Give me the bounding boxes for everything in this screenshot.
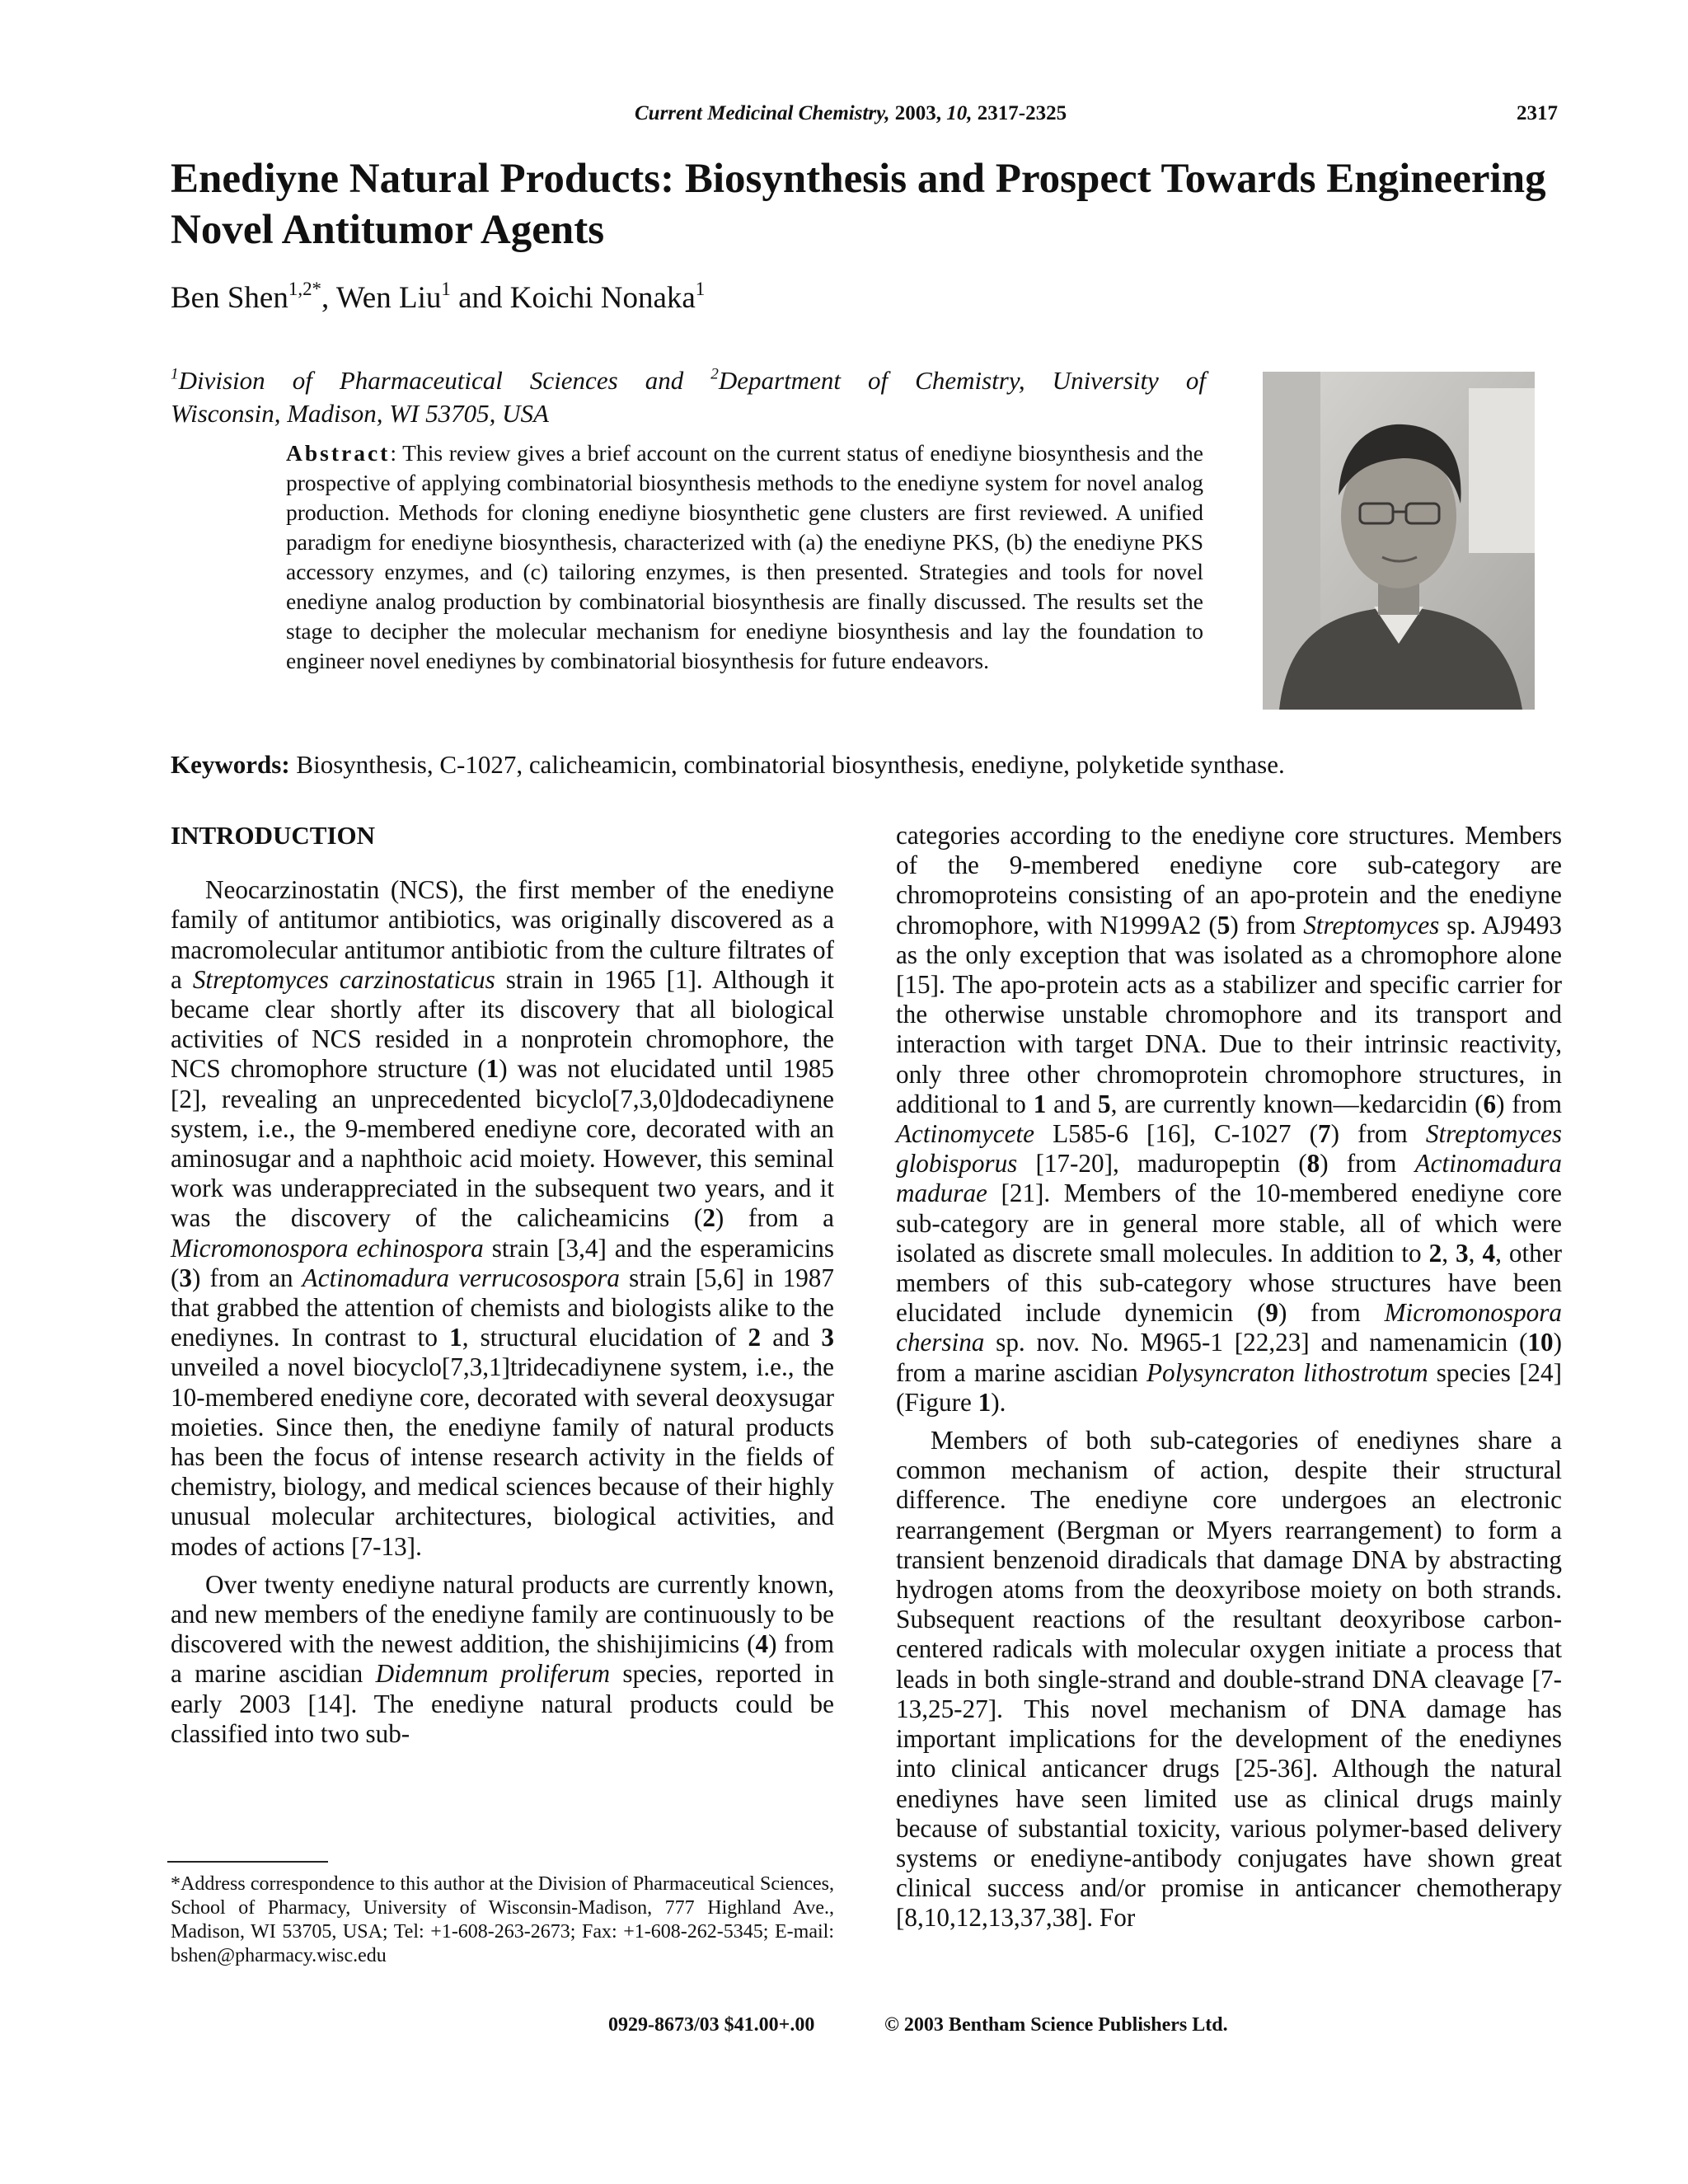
affiliation-line-2: Wisconsin, Madison, WI 53705, USA: [171, 399, 549, 428]
journal-name: Current Medicinal Chemistry,: [635, 102, 890, 124]
body-paragraph: Neocarzinostatin (NCS), the first member of the enediyne family of antitumor antibiotics, was originally discovered as a macromolecular antitumor antibiotic from the culture filtrates of a Streptomyces carzinostaticus strain in 1965 [1]. Although it became clear shortly after its discovery that all biological activities of NCS resided in a nonprotein chromophore, the NCS chromophore structure (1) was not elucidated until 1985 [2], revealing an unprecedented bicyclo[7,3,0]dodecadiynene system, i.e., the 9-membered enediyne core, decorated with an aminosugar and a naphthoic acid moiety. However, this seminal work was underappreciated in the subsequent two years, and it was the discovery of the calicheamicins (2) from a Micromonospora echinospora strain [3,4] and the esperamicins (3) from an Actinomadura verrucosospora strain [5,6] in 1987 that grabbed the attention of chemists and biologists alike to the enediynes. In contrast to 1, structural elucidation of 2 and 3 unveiled a novel biocyclo[7,3,1]tridecadiynene system, i.e., the 10-membered enediyne core, decorated with several deoxysugar moieties. Since then, the enediyne family of natural products has been the focus of intense research activity in the fields of chemistry, biology, and medical sciences because of their highly unusual molecular architectures, biological activities, and modes of actions [7-13].: [171, 875, 835, 1561]
issn-price: 0929-8673/03 $41.00+.00: [608, 2014, 815, 2036]
affiliation-mark: 1: [171, 365, 179, 383]
body-paragraph: categories according to the enediyne core structures. Members of the 9-membered enediyne core sub-category are chromoproteins consisting of an apo-protein and the enediyne chromophore, with N1999A2 (5) from Streptomyces sp. AJ9493 as the only exception that was isolated as a chromophore alone [15]. The apo-protein acts as a stabilizer and specific carrier for the otherwise unstable chromophore and its transport and interaction with target DNA. Due to their intrinsic reactivity, only three other chromoprotein chromophore structures, in additional to 1 and 5, are currently known—kedarcidin (6) from Actinomycete L585-6 [16], C-1027 (7) from Streptomyces globisporus [17-20], maduropeptin (8) from Actinomadura madurae [21]. Members of the 10-membered enediyne core sub-category are in general more stable, all of which were isolated as discrete small molecules. In addition to 2, 3, 4, other members of this sub-category whose structures have been elucidated include dynemicin (9) from Micromonospora chersina sp. nov. No. M965-1 [22,23] and namenamicin (10) from a marine ascidian Polysyncraton lithostrotum species [24] (Figure 1).: [896, 821, 1563, 1417]
author-photo: [1263, 372, 1535, 710]
keywords-text: Biosynthesis, C-1027, calicheamicin, combinatorial biosynthesis, enediyne, polyketide synthase.: [289, 750, 1285, 779]
affiliation-text: Division of Pharmaceutical Sciences and: [178, 366, 711, 395]
affiliation-mark: 2: [710, 365, 719, 383]
running-header: [635, 102, 1558, 125]
section-heading: INTRODUCTION: [171, 821, 376, 850]
article-title: Enediyne Natural Products: Biosynthesis and Prospect Towards Engineering Novel Antitumor Agents: [171, 156, 1546, 253]
author-separator: ,: [321, 281, 336, 315]
author-name: Wen Liu: [335, 281, 442, 315]
author-separator: and: [450, 281, 510, 315]
author-name: Koichi Nonaka: [509, 281, 696, 315]
abstract-text: : This review gives a brief account on the current status of enediyne biosynthesis and the prospective of applying combinatorial biosynthesis methods to the enediyne system for novel analog production. Methods for cloning enediyne biosynthetic gene clusters are first reviewed. A unified paradigm for enediyne biosynthesis, characterized with (a) the enediyne PKS, (b) the enediyne PKS accessory enzymes, and (c) tailoring enzymes, is then presented. Strategies and tools for novel enediyne analog production by combinatorial biosynthesis are finally discussed. The results set the stage to decipher the molecular mechanism for enediyne biosynthesis and lay the foundation to engineer novel enediynes by combinatorial biosynthesis for future endeavors.: [286, 440, 1203, 673]
journal-volume: 10,: [946, 102, 973, 124]
journal-pages: 2317-2325: [977, 102, 1067, 124]
page-number: 2317: [1517, 102, 1558, 124]
affiliation: [171, 364, 1206, 430]
body-column-right: [896, 821, 1562, 1933]
correspondence-footnote: *Address correspondence to this author at the Division of Pharmaceutical Sciences, School of Pharmacy, University of Wisconsin-Madison, 777 Highland Ave., Madison, WI 53705, USA; Tel: +1-608-263-2673; Fax: +1-608-262-5345; E-mail: bshen@pharmacy.wisc.edu: [171, 1873, 834, 1966]
body-column-left: [171, 821, 834, 1749]
body-paragraph: Over twenty enediyne natural products are currently known, and new members of the enediyne family are continuously to be discovered with the newest addition, the shishijimicins (4) from a marine ascidian Didemnum proliferum species, reported in early 2003 [14]. The enediyne natural products could be classified into two sub-: [171, 1569, 834, 1748]
journal-year: 2003,: [894, 102, 942, 124]
author-name: Ben Shen: [171, 281, 288, 315]
footnote-rule: [167, 1861, 328, 1863]
affiliation-text: Department of Chemistry, University of: [718, 366, 1206, 395]
author-affiliation-mark: 1,2*: [288, 279, 321, 300]
keywords-label: Keywords:: [171, 750, 290, 779]
abstract-label: Abstract: [286, 440, 391, 466]
affiliation-line-1: [171, 364, 1206, 397]
body-paragraph: Members of both sub-categories of enediynes share a common mechanism of action, despite their structural difference. The enediyne core undergoes an electronic rearrangement (Bergman or Myers rearrangement) to form a transient benzenoid diradicals that damage DNA by abstracting hydrogen atoms from the deoxyribose moiety on both strands. Subsequent reactions of the resultant deoxyribose carbon-centered radicals with molecular oxygen initiate a process that leads in both single-strand and double-strand DNA cleavage [7-13,25-27]. This novel mechanism of DNA damage has important implications for the development of the enediynes into clinical anticancer drugs [25-36]. Although the natural enediynes have seen limited use as clinical drugs mainly because of substantial toxicity, various polymer-based delivery systems or enediyne-antibody conjugates have shown great clinical success and/or promise in anticancer chemotherapy [8,10,12,13,37,38]. For: [896, 1426, 1562, 1933]
author-list: [171, 280, 705, 316]
author-affiliation-mark: 1: [695, 279, 706, 300]
author-affiliation-mark: 1: [441, 279, 451, 300]
copyright: © 2003 Bentham Science Publishers Ltd.: [884, 2014, 1228, 2036]
author-photo-image: [1263, 372, 1535, 710]
keywords: [171, 750, 1572, 780]
abstract: [286, 438, 1203, 676]
